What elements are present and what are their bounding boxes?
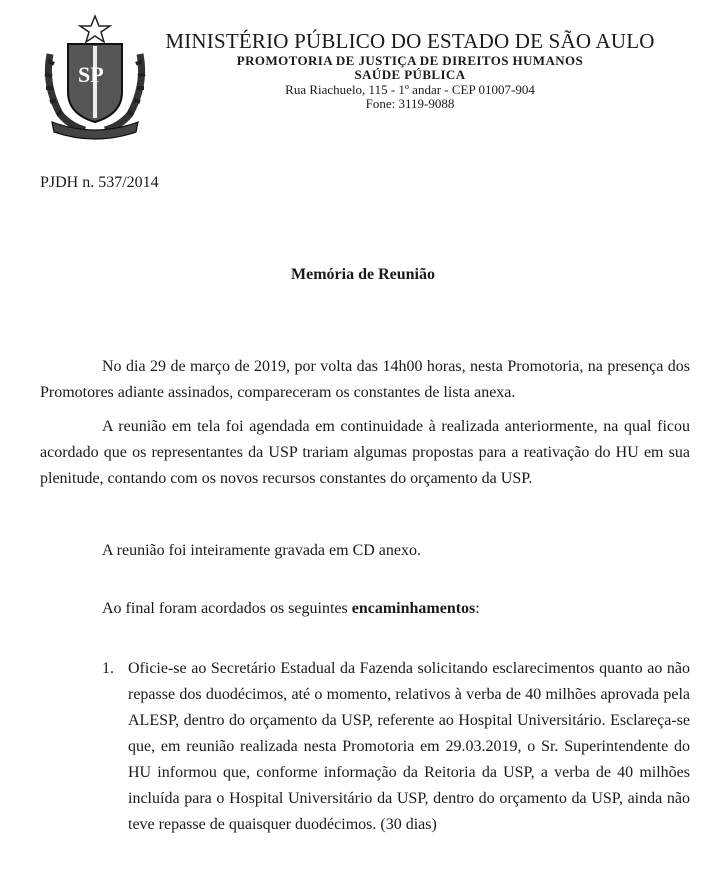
paragraph-3: A reunião foi inteiramente gravada em CD anexo. — [102, 542, 421, 559]
document-title: Memória de Reunião — [291, 266, 435, 283]
phone: Fone: 3119-9088 — [365, 96, 455, 112]
letterhead — [150, 30, 670, 112]
referrals-list — [102, 656, 690, 838]
reference-number: PJDH n. 537/2014 — [40, 174, 159, 191]
paragraph-1: No dia 29 de março de 2019, por volta das 14h00 horas, nesta Promotoria, na presença dos Promotores adiante assinados, compareceram os constantes de lista anexa. — [40, 358, 690, 401]
seal-letter-s: SP — [78, 62, 104, 87]
referrals-colon: : — [475, 600, 480, 617]
ministry-name: MINISTÉRIO PÚBLICO DO ESTADO DE SÃO AULO — [165, 29, 655, 53]
referrals-word: encaminhamentos — [351, 600, 476, 617]
list-item — [102, 656, 690, 838]
list-item-text: Oficie-se ao Secretário Estadual da Fazenda solicitando esclarecimentos quanto ao não repasse dos duodécimos, até o momento, relativos à verba de 40 milhões aprovada pela ALESP, dentro do orçamento da USP, referente ao Hospital Universitário. Esclareça-se que, em reunião realizada nesta Promotoria em 29.03.2019, o Sr. Superintendente do HU informou que, conforme informação da Reitoria da USP, a verba de 40 milhões incluída para o Hospital Universitário da USP, dentro do orçamento da USP, ainda não teve repasse de quaisquer duodécimos. (30 dias) — [128, 660, 690, 833]
referrals-intro — [40, 596, 690, 622]
referrals-intro-text: Ao final foram acordados os seguintes — [102, 600, 348, 617]
list-item-number: 1. — [102, 660, 114, 677]
area-name: SAÚDE PÚBLICA — [354, 67, 466, 83]
paragraph-2: A reunião em tela foi agendada em continuidade à realizada anteriormente, na qual ficou acordado que os representantes da USP trariam algumas propostas para a reativação do HU em sua plenitude, contando com os novos recursos constantes do orçamento da USP. — [40, 418, 690, 487]
address: Rua Riachuelo, 115 - 1º andar - CEP 01007-904 — [285, 81, 535, 97]
sao-paulo-coat-of-arms-icon — [40, 14, 150, 142]
promotoria-name: PROMOTORIA DE JUSTIÇA DE DIREITOS HUMANOS — [236, 52, 584, 68]
